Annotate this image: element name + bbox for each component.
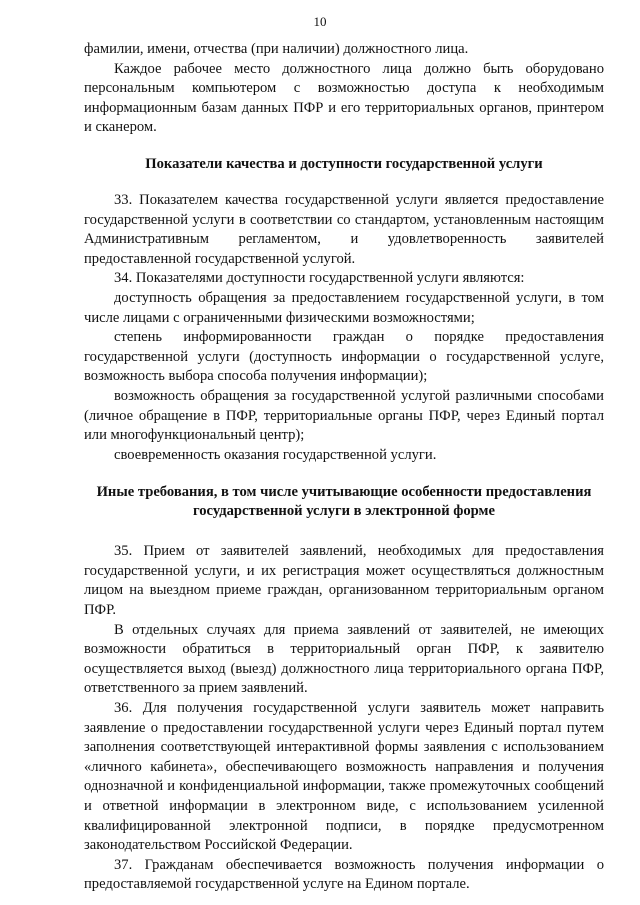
heading-line: Иные требования, в том числе учитывающие особенности предоставления xyxy=(96,484,592,501)
list-item-timeliness: своевременность оказания государственной услуги. xyxy=(114,446,437,463)
paragraph-36: 36. Для получения государственной услуги заявитель может направить заявление о предоставлении государственной услуги через Единый портал путем заполнения соответствующей интерактивной формы заявления с использованием «личного кабинета», обеспечивающего возможность направления и получения однозначной и конфиденциальной информации, также промежуточных сообщений и ответной информации в электронном виде, с использованием усиленной квалифицированной электронной подписи, в порядке предусмотренном законодательством Российской Федерации. xyxy=(84,700,604,854)
section-heading-other-requirements xyxy=(84,483,604,521)
list-item-channels: возможность обращения за государственной услугой различными способами (личное обращение в ПФР, территориальные органы ПФР, через Единый портал или многофункциональный центр); xyxy=(84,387,604,444)
paragraph-35: 35. Прием от заявителей заявлений, необходимых для предоставления государственной услуги, и их регистрация может осуществляться должностным лицом на выездном приеме граждан, организованном территориальным органом ПФР. xyxy=(84,543,604,619)
paragraph-34: 34. Показателями доступности государственной услуги являются: xyxy=(114,270,525,287)
heading-line: государственной услуги в электронной форме xyxy=(193,503,495,520)
paragraph-special-cases: В отдельных случаях для приема заявлений от заявителей, не имеющих возможности обратиться в территориальный орган ПФР, к заявителю осуществляется выход (выезд) должностного лица территориального органа ПФР, ответственного за прием заявлений. xyxy=(84,621,604,697)
paragraph-33: 33. Показателем качества государственной услуги является предоставление государственной услуги в соответствии со стандартом, установленным настоящим Административным регламентом, и удовлетворенность заявителей предоставленной государственной услугой. xyxy=(84,191,604,267)
intro-paragraph: Каждое рабочее место должностного лица должно быть оборудовано персональным компьютером с возможностью доступа к необходимым информационным базам данных ПФР и его территориальных органов, принтером и сканером. xyxy=(84,60,604,136)
document-body xyxy=(84,40,604,895)
paragraph-37: 37. Гражданам обеспечивается возможность получения информации о предоставляемой государственной услуге на Едином портале. xyxy=(84,856,604,893)
page-number: 10 xyxy=(313,14,327,29)
list-item-awareness: степень информированности граждан о порядке предоставления государственной услуги (доступность информации о государственной услуге, возможность выбора способа получения информации); xyxy=(84,329,604,385)
intro-paragraph: фамилии, имени, отчества (при наличии) должностного лица. xyxy=(84,41,469,57)
section-heading-quality: Показатели качества и доступности государственной услуги xyxy=(145,155,543,172)
list-item-accessibility: доступность обращения за предоставлением государственной услуги, в том числе лицами с ограниченными физическими возможностями; xyxy=(84,289,604,326)
